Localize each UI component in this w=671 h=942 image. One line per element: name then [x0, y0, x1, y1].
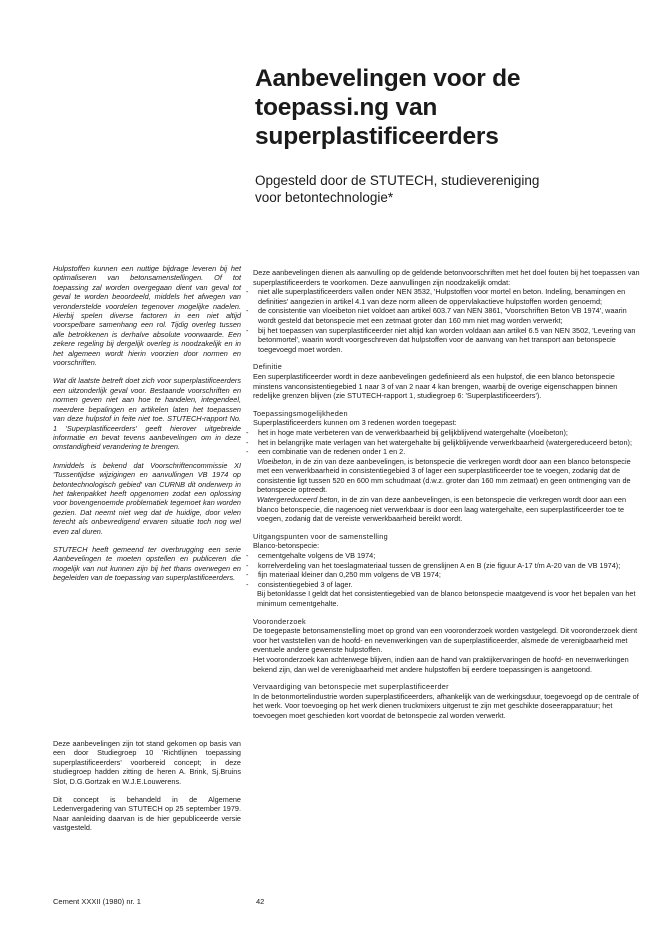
list-item: - cementgehalte volgens de VB 1974; [253, 551, 643, 561]
list-item: - korrelverdeling van het toeslagmateriaal tussen de grenslijnen A en B (zie figuur A-17 t/m A-20 van de VB 1974); [253, 561, 643, 571]
body-intro: Deze aanbevelingen dienen als aanvulling op de geldende betonvoorschriften met het doel fouten bij het toepassen van superplastificeerders te voorkomen. Deze aanvullingen zijn noodzakelijk omdat: [253, 268, 640, 287]
section-text: Het vooronderzoek kan achterwege blijven, indien aan de hand van praktijkervaringen de hoofd- en nevenwerkingen bekend zijn, dan wel de verenigbaarheid met andere hulpstoffen bij eerdere toepassingen is aangetoond. [253, 654, 629, 674]
intro-paragraph: Wat dit laatste betreft doet zich voor superplastificeerders een uitzonderlijk geval voor. Bestaande voorschriften en normen geven niet aan hoe te handelen, integendeel, meerdere bepalingen en artikelen laten het toepassen van deze hulpstof in feite niet toe. STUTECH-rapport No. 1 'Superplastificeerders' geeft hierover uitgebreide informatie en bevat tevens aanbevelingen om in deze omstandigheid verandering te brengen. [53, 376, 241, 452]
intro-paragraph: Hulpstoffen kunnen een nuttige bijdrage leveren bij het optimaliseren van betonsamenstellingen. Of tot toepassing zal worden overgegaan dient van geval tot geval te worden beoordeeld, middels het afwegen van veronderstelde voordelen tegenover mogelijke nadelen. Hierbij spelen diverse factoren in een niet altijd voorspelbare samenhang een rol. Tijdig overleg tussen alle betrokkenen is derhalve absolute voorwaarde. Een zekere regeling bij dergelijk overleg is noodzakelijk en in het algemeen wordt hierin voorzien door normen en voorschriften. [53, 264, 241, 368]
definition-text: in de zin van deze aanbevelingen, is betonspecie die verkregen wordt door aan een blanco betonspecie met een verwerkbaarheid in consistentiegebied 3 of lager een superplastificeerder toe te voegen, zodanig dat de consistentie ligt tussen 520 en 600 mm schudmaat (d.w.z. groter dan 160 mm zetmaat) en geen ontmenging van de betonspecie optreedt. [257, 456, 631, 495]
credits-footnote [53, 739, 241, 842]
definition-paragraph [253, 457, 643, 495]
title-line: superplastificeerders [255, 123, 499, 150]
intro-paragraph: Inmiddels is bekend dat Voorschriftencommissie XI 'Tussentijdse wijzigingen en aanvullingen VB 1974 op betontechnologisch gebied' van CURNB dit onderwerp in het takenpakket heeft opgenomen zodat een oplossing voor bovengenoemde problematiek tegemoet kan worden gezien. Dat neemt niet weg dat de huidige, door velen terecht als onbevredigend ervaren situatie toch nog wel even zal duren. [53, 460, 241, 536]
section-text: De toegepaste betonsamenstelling moet op grond van een vooronderzoek worden vastgelegd. Dit vooronderzoek dient voor het vaststellen van de hoofd- en nevenwerkingen van de superplastificeerder, alsmede de verenigbaarheid met eventuele andere gewenste hulpstoffen. [253, 626, 638, 655]
list-item: - fijn materiaal kleiner dan 0,250 mm volgens de VB 1974; [253, 570, 643, 580]
section-heading: Toepassingsmogelijkheden [253, 408, 348, 418]
page-number: 42 [256, 897, 265, 906]
reasons-list [253, 287, 643, 354]
intro-paragraph: STUTECH heeft gemeend ter overbrugging een serie Aanbevelingen te moeten opstellen en publiceren die mogelijk van nut kunnen zijn bij het thans overwegen en begeleiden van de toepassing van superplastificeerders. [53, 544, 241, 583]
section-text: Een superplastificeerder wordt in deze aanbevelingen gedefinieerd als een hulpstof, die een blanco betonspecie minstens vanconsistentiegebied 1 naar 3 of van 2 naar 4 kan brengen, waarbij de overige eigenschappen binnen redelijke grenzen blijven (zie STUTECH-rapport 1, studiegroep 6: 'Superplastificeerders'). [253, 371, 618, 401]
body-column [253, 268, 643, 721]
intro-column [53, 264, 241, 592]
section-heading: Vervaardiging van betonspecie met superplastificeerder [253, 682, 449, 692]
subtitle-line: voor betontechnologie* [255, 190, 394, 205]
definition-term: Vloeibeton, [257, 456, 294, 466]
applications-list [253, 428, 643, 457]
composition-list [253, 551, 643, 589]
section-heading: Definitie [253, 362, 283, 372]
definition-paragraph [253, 495, 643, 524]
title-line: Aanbevelingen voor de [255, 65, 521, 92]
list-item: - een combinatie van de redenen onder 1 en 2. [253, 447, 643, 457]
list-item: - consistentiegebied 3 of lager. [253, 580, 643, 590]
list-item: - het in belangrijke mate verlagen van het watergehalte bij gelijkblijvende verwerkbaarheid (watergereduceerd beton); [253, 438, 643, 448]
definition-text: in de zin van deze aanbevelingen, is een betonspecie die verkregen wordt door aan een blanco betonspecie, die nagenoeg niet verwerkbaar is door een laag watergehalte, een superplastificeerder toe te voegen, zodanig dat de vereiste verwerkbaarheid bereikt wordt. [257, 495, 627, 524]
definition-term: Watergereduceerd beton, [257, 495, 340, 505]
credits-paragraph: Deze aanbevelingen zijn tot stand gekomen op basis van een door Studiegroep 10 'Richtlijnen toepassing superplastificeerders' voorbereid concept; in deze studiegroep hadden zitting de heren A. Brink, Sj.Bruins Slot, D.G.Gortzak en W.J.E.Louwerens. [53, 739, 241, 786]
article-subtitle [255, 172, 655, 206]
section-note: Bij betonklasse I geldt dat het consistentiegebied van de blanco betonspecie maatgevend is voor het bepalen van het minimum cementgehalte. [257, 589, 636, 608]
section-text: Blanco-betonspecie: [253, 541, 320, 551]
title-line: toepassi.ng van [255, 94, 438, 121]
list-item: - niet alle superplastificeerders vallen onder NEN 3532, 'Hulpstoffen voor mortel en beton. Indeling, benamingen en definities' aangezien in artikel 4.1 van deze norm alleen de oppervlakactieve hulpstoffen worden genoemd; [253, 287, 643, 306]
list-item: - de consistentie van vloeibeton niet voldoet aan artikel 603.7 van NEN 3861, 'Voorschriften Beton VB 1974', waarin wordt gesteld dat betonspecie met een zetmaat groter dan 160 mm niet mag worden verwerkt; [253, 306, 643, 325]
section-heading: Vooronderzoek [253, 616, 306, 626]
list-item: - bij het toepassen van superplastificeerder niet altijd kan worden voldaan aan artikel 6.5 van NEN 3502, 'Levering van betonmortel', waarin wordt voorgeschreven dat hulpstoffen voor de aanvang van het transport aan betonspecie toegevoegd moet worden. [253, 326, 643, 355]
credits-paragraph: Dit concept is behandeld in de Algemene Ledenvergadering van STUTECH op 25 september 1979. Naar aanleiding daarvan is de hier gepubliceerde versie vastgesteld. [53, 795, 241, 833]
section-heading: Uitgangspunten voor de samenstelling [253, 531, 388, 541]
section-text: In de betonmortelindustrie worden superplastificeerders, afhankelijk van de werkingsduur, toegevoegd op de centrale of het werk. Voor toevoeging op het werk dienen truckmixers uitgerust te zijn met geschikte doseerapparatuur; het toevoegen moet geschieden kort voordat de betonspecie zal worden verwerkt. [253, 691, 639, 720]
article-title [255, 64, 655, 151]
section-text: Superplastificeerders kunnen om 3 redenen worden toegepast: [253, 418, 457, 428]
subtitle-line: Opgesteld door de STUTECH, studievereniging [255, 173, 540, 188]
journal-reference: Cement XXXII (1980) nr. 1 [53, 897, 141, 906]
list-item: - het in hoge mate verbeteren van de verwerkbaarheid bij gelijkblijvend watergehalte (vloeibeton); [253, 428, 643, 438]
